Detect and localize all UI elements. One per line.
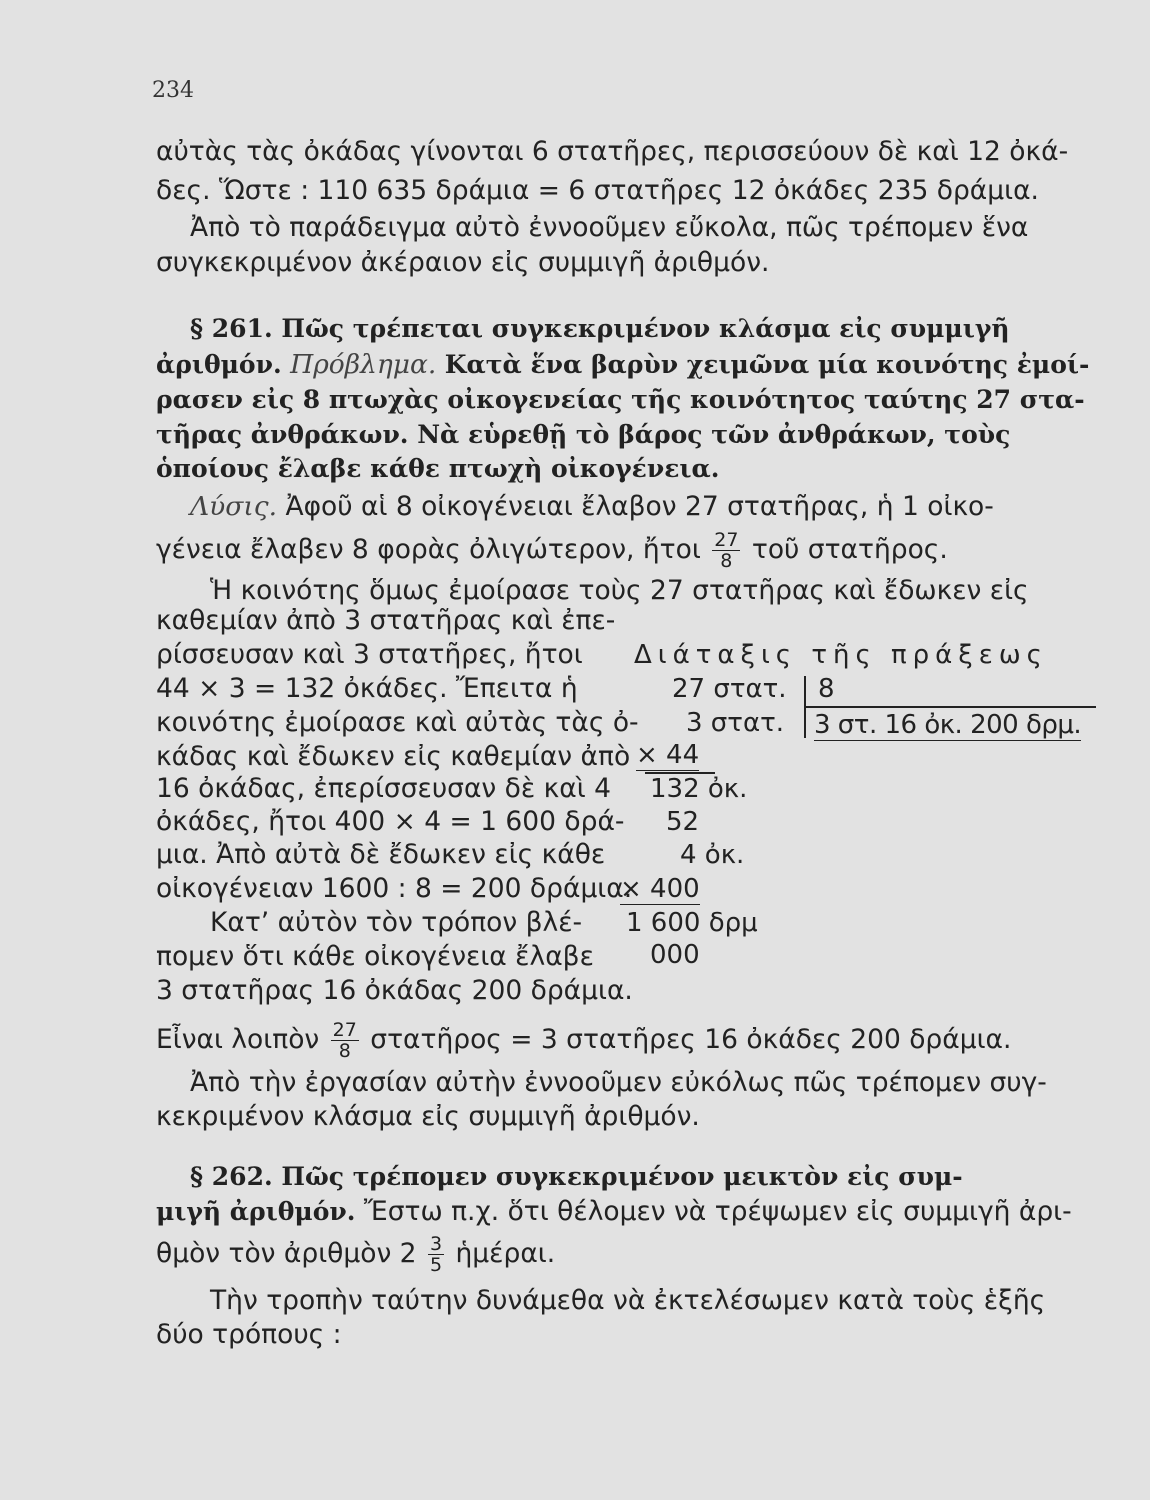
result-text: Εἶναι λοιπὸν xyxy=(156,1024,320,1055)
solution-text: τοῦ στατῆρος. xyxy=(751,534,948,565)
body-line: πομεν ὅτι κάθε οἰκογένεια ἔλαβε xyxy=(156,941,594,972)
section-262-text: ἡμέραι. xyxy=(455,1238,556,1269)
calc-remainder-okades: 52 xyxy=(666,807,700,837)
calc-zero: 000 xyxy=(650,940,700,970)
problem-label: Πρόβλημα. xyxy=(290,349,437,380)
calc-remainder-4: 4 ὀκ. xyxy=(680,840,745,870)
fraction-numerator: 3 xyxy=(429,1233,443,1255)
result-text: στατῆρος = 3 στατῆρες 16 ὀκάδες 200 δράμια. xyxy=(370,1024,1012,1055)
body-line: μια. Ἀπὸ αὐτὰ δὲ ἔδωκεν εἰς κάθε xyxy=(156,839,606,870)
body-line: Ἡ κοινότης ὅμως ἐμοίρασε τοὺς 27 στατῆρας καὶ ἔδωκεν εἰς xyxy=(210,575,1029,606)
body-line: Κατ’ αὐτὸν τὸν τρόπον βλέ- xyxy=(210,907,583,938)
section-262-text: Ἔστω π.χ. ὅτι θέλομεν νὰ τρέψωμεν εἰς συμμιγῆ ἀρι- xyxy=(363,1196,1072,1227)
fraction-numerator: 27 xyxy=(714,529,739,551)
calc-multiplier-400-value: × 400 xyxy=(620,874,700,904)
calc-multiplier xyxy=(636,738,699,772)
calc-quotient xyxy=(814,708,1081,742)
fraction-denominator: 5 xyxy=(429,1254,443,1276)
calc-okades: 132 ὀκ. xyxy=(650,774,748,804)
final-line: Τὴν τροπὴν ταύτην δυνάμεθα νὰ ἐκτελέσωμεν κατὰ τοὺς ἑξῆς xyxy=(210,1285,1046,1316)
body-line: ρίσσευσαν καὶ 3 στατῆρες, ἤτοι xyxy=(156,639,583,670)
body-line: καθεμίαν ἀπὸ 3 στατῆρας καὶ ἐπε- xyxy=(156,605,616,636)
body-line: κάδας καὶ ἔδωκεν εἰς καθεμίαν ἀπὸ xyxy=(156,741,631,772)
problem-text: ρασεν εἰς 8 πτωχὰς οἰκογενείας τῆς κοινότητος ταύτης 27 στα- xyxy=(156,385,1085,414)
fraction-27-8 xyxy=(712,530,740,571)
section-262-text: θμὸν τὸν ἀριθμὸν 2 xyxy=(156,1238,417,1269)
body-line: 44 × 3 = 132 ὀκάδες. Ἔπειτα ἡ xyxy=(156,673,578,704)
section-262-line xyxy=(156,1234,555,1275)
body-line: κοινότης ἐμοίρασε καὶ αὐτὰς τὰς ὀ- xyxy=(156,707,639,738)
page-number: 234 xyxy=(152,78,194,103)
calc-dividend: 27 στατ. xyxy=(672,674,787,704)
calc-remainder: 3 στατ. xyxy=(686,708,784,738)
conclusion-line: Ἀπὸ τὴν ἐργασίαν αὐτὴν ἐννοοῦμεν εὐκόλως πῶς τρέπομεν συγ- xyxy=(190,1067,1047,1098)
section-261-heading: § 261. Πῶς τρέπεται συγκεκριμένον κλάσμα εἰς συμμιγῆ xyxy=(190,314,1010,343)
section-262-line xyxy=(156,1195,1072,1229)
calc-multiplier-value: × 44 xyxy=(636,740,700,770)
fraction-denominator: 8 xyxy=(338,1040,351,1062)
intro-line: Ἀπὸ τὸ παράδειγμα αὐτὸ ἐννοοῦμεν εὔκολα, πῶς τρέπομεν ἕνα xyxy=(190,212,1029,243)
calc-dramia: 1 600 δρμ xyxy=(626,908,758,938)
fraction-27-8-result xyxy=(331,1020,359,1061)
fraction-denominator: 8 xyxy=(720,550,733,572)
solution-label: Λύσις. xyxy=(190,491,277,522)
calc-quotient-value: 3 στ. 16 ὀκ. 200 δρμ. xyxy=(814,710,1082,740)
problem-text: τῆρας ἀνθράκων. Νὰ εὑρεθῇ τὸ βάρος τῶν ἀνθράκων, τοὺς xyxy=(156,420,1011,449)
body-line: ὀκάδες, ἤτοι 400 × 4 = 1 600 δρά- xyxy=(156,806,625,837)
calc-multiplier-400 xyxy=(620,872,700,906)
body-line: οἰκογένειαν 1600 : 8 = 200 δράμια. xyxy=(156,873,633,904)
body-line: 3 στατῆρας 16 ὀκάδας 200 δράμια. xyxy=(156,975,633,1006)
fraction-numerator: 27 xyxy=(332,1019,357,1041)
section-261-heading-end: ἀριθμόν. xyxy=(156,350,282,379)
solution-text: Ἀφοῦ αἱ 8 οἰκογένειαι ἔλαβον 27 στατῆρας, ἡ 1 οἰκο- xyxy=(285,491,994,522)
solution-line xyxy=(190,490,994,524)
fraction-3-5 xyxy=(428,1234,444,1275)
calc-rule xyxy=(645,772,715,774)
section-262-heading-end: μιγῆ ἀριθμόν. xyxy=(156,1197,356,1226)
section-261-heading-end-line xyxy=(156,348,1089,382)
final-line: δύο τρόπους : xyxy=(156,1319,342,1350)
solution-text: γένεια ἔλαβεν 8 φορὰς ὀλιγώτερον, ἤτοι xyxy=(156,534,701,565)
layout-title: Διάταξις τῆς πράξεως xyxy=(634,640,1048,670)
intro-line: δες. Ὥστε : 110 635 δράμια = 6 στατῆρες 12 ὀκάδες 235 δράμια. xyxy=(156,175,1039,206)
intro-line: αὐτὰς τὰς ὀκάδας γίνονται 6 στατῆρες, περισσεύουν δὲ καὶ 12 ὀκά- xyxy=(156,136,1069,167)
result-line xyxy=(156,1020,1011,1061)
solution-line xyxy=(156,530,948,571)
intro-line: συγκεκριμένον ἀκέραιον εἰς συμμιγῆ ἀριθμόν. xyxy=(156,247,770,278)
problem-text: ὁποίους ἔλαβε κάθε πτωχὴ οἰκογένεια. xyxy=(156,454,720,483)
problem-text: Κατὰ ἕνα βαρὺν χειμῶνα μία κοινότης ἐμοί- xyxy=(444,350,1090,379)
conclusion-line: κεκριμένον κλάσμα εἰς συμμιγῆ ἀριθμόν. xyxy=(156,1101,700,1132)
calc-divisor: 8 xyxy=(818,674,835,704)
section-262-heading: § 262. Πῶς τρέπομεν συγκεκριμένον μεικτὸν εἰς συμ- xyxy=(190,1162,963,1191)
body-line: 16 ὀκάδας, ἐπερίσσευσαν δὲ καὶ 4 xyxy=(156,773,611,804)
